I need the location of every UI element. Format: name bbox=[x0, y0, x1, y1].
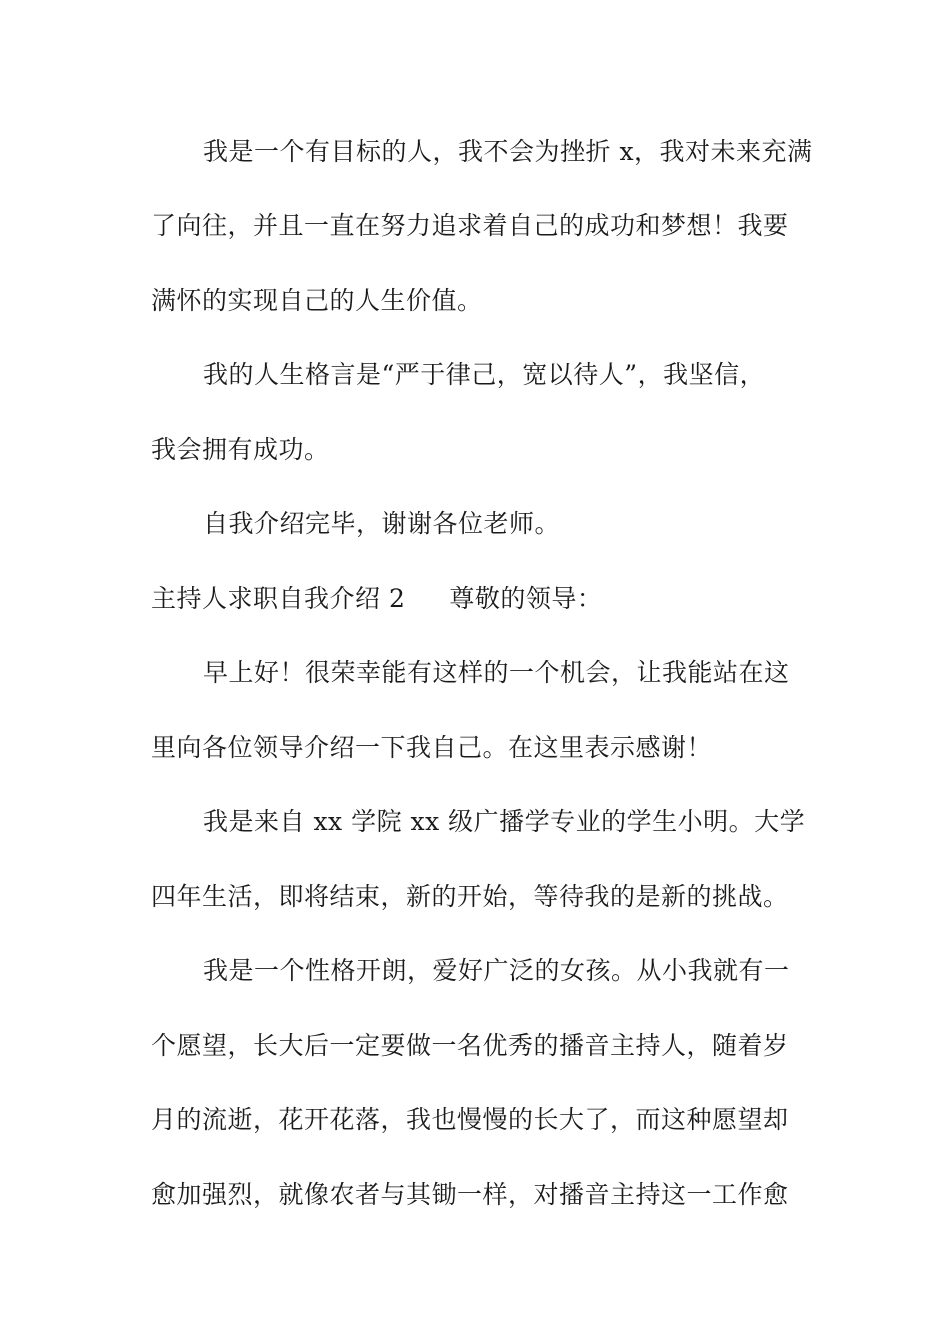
paragraph-line: 我是一个性格开朗，爱好广泛的女孩。从小我就有一 bbox=[203, 956, 790, 985]
paragraph-line: 我是来自 xx 学院 xx 级广播学专业的学生小明。大学 bbox=[203, 807, 806, 836]
paragraph-line: 个愿望，长大后一定要做一名优秀的播音主持人，随着岁 bbox=[151, 1031, 789, 1060]
paragraph-line: 四年生活，即将结束，新的开始，等待我的是新的挑战。 bbox=[151, 882, 789, 911]
paragraph-line: 里向各位领导介绍一下我自己。在这里表示感谢！ bbox=[151, 733, 713, 762]
paragraph-line: 满怀的实现自己的人生价值。 bbox=[151, 286, 483, 315]
section-title: 主持人求职自我介绍 2 bbox=[151, 584, 406, 613]
paragraph-line: 早上好！很荣幸能有这样的一个机会，让我能站在这 bbox=[203, 658, 790, 687]
paragraph-line: 我是一个有目标的人，我不会为挫折 x，我对未来充满 bbox=[203, 137, 813, 166]
paragraph-line: 我会拥有成功。 bbox=[151, 435, 330, 464]
salutation: 尊敬的领导： bbox=[449, 584, 603, 613]
paragraph-line: 我的人生格言是“严于律己，宽以待人”，我坚信， bbox=[203, 360, 766, 389]
section-heading bbox=[151, 583, 811, 615]
paragraph-line: 愈加强烈，就像农者与其锄一样，对播音主持这一工作愈 bbox=[151, 1180, 789, 1209]
paragraph-line: 自我介绍完毕，谢谢各位老师。 bbox=[203, 509, 561, 538]
paragraph-line: 月的流逝，花开花落，我也慢慢的长大了，而这种愿望却 bbox=[151, 1105, 789, 1134]
paragraph-line: 了向往，并且一直在努力追求着自己的成功和梦想！我要 bbox=[151, 211, 789, 240]
